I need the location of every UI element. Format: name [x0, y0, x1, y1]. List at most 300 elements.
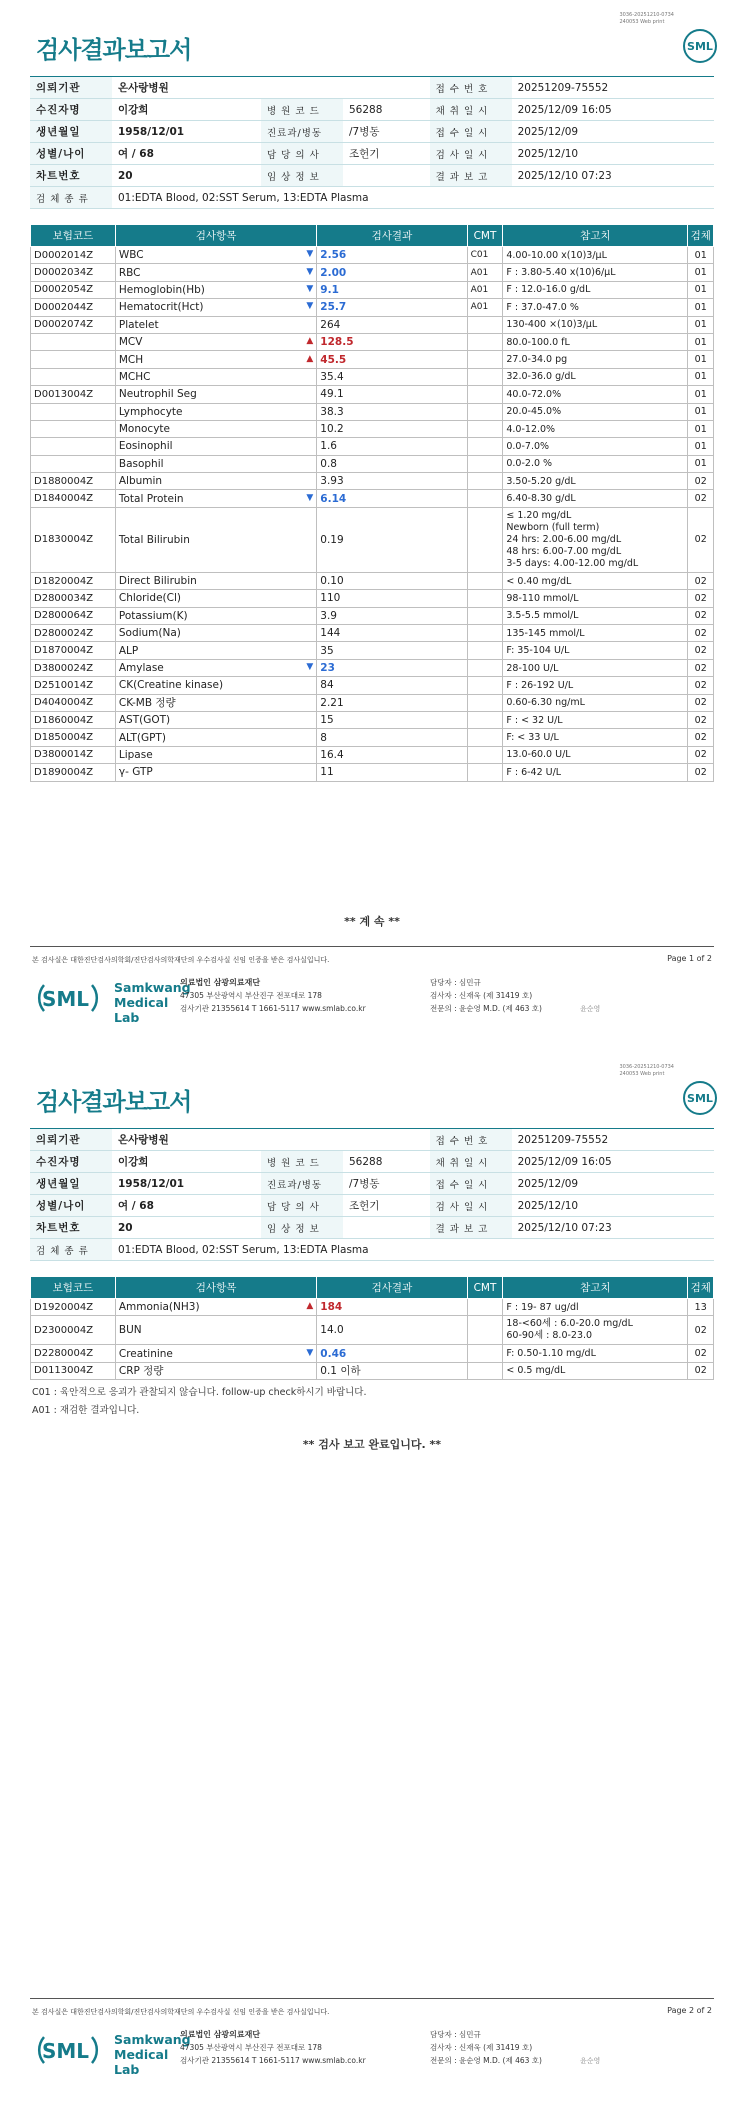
low-arrow-icon: ▼ — [306, 283, 314, 294]
table-row — [31, 299, 714, 316]
specimen-code: 02 — [688, 607, 714, 624]
col-result: 검사결과 — [317, 225, 467, 247]
comment-code: C01 — [467, 247, 503, 264]
insurance-code: D0002074Z — [31, 316, 116, 333]
patient-info-table: 의뢰기관 온사랑병원 접 수 번 호 20251209-75552 수진자명 이강희 병 원 코 드 56288 채 취 일 시 2025/12/09 16:05 생년월일 1958/12/01 진료과/병동 /7병동 접 수 일 시 2025/12/09 성별/나이 여 / 68 담 당 의 사 조헌기 검 사 일 시 2025/12/10 차트번호 20 임 상 정 보 결 과 보 고 2025/12/10 07:23 검 체 종 류 01:EDTA Blood, 02:SST Serum, 13:EDTA Plasma — [30, 1128, 714, 1261]
note-c01: C01 : 육안적으로 응괴가 관찰되지 않습니다. follow-up check하시기 바랍니다. — [32, 1387, 367, 1398]
reference-cell: F : < 32 U/L — [503, 711, 688, 728]
lab-results-table — [30, 1276, 714, 1380]
table-row — [31, 1299, 714, 1316]
comment-code — [467, 490, 503, 507]
reference-cell: 3.50-5.20 g/dL — [503, 473, 688, 490]
col-result: 검사결과 — [317, 1277, 467, 1299]
comment-code — [467, 386, 503, 403]
table-row — [31, 264, 714, 281]
insurance-code: D3800014Z — [31, 746, 116, 763]
samkwang-logo: SML Samkwang Medical Lab — [36, 2027, 166, 2075]
footer-divider — [30, 946, 714, 947]
test-result: 15 — [317, 711, 467, 728]
test-name: RBC — [118, 266, 141, 279]
test-name-cell — [115, 607, 316, 624]
test-result: 0.10 — [317, 572, 467, 589]
test-name: CK(Creatine kinase) — [118, 679, 224, 692]
specimen-code: 02 — [688, 1362, 714, 1379]
insurance-code: D1920004Z — [31, 1299, 116, 1316]
test-name-cell — [115, 677, 316, 694]
test-name-cell — [115, 572, 316, 589]
table-row — [31, 746, 714, 763]
footer-divider — [30, 1998, 714, 1999]
table-row — [31, 764, 714, 781]
test-result: 9.1 — [317, 281, 467, 298]
reference-cell: F : 12.0-16.0 g/dL — [503, 281, 688, 298]
specimen-code: 01 — [688, 403, 714, 420]
comment-code — [467, 316, 503, 333]
insurance-code — [31, 351, 116, 368]
test-result: 128.5 — [317, 333, 467, 350]
insurance-code: D1870004Z — [31, 642, 116, 659]
print-info: 3036-20251210-0734 240053 Web print — [619, 1064, 674, 1077]
table-row — [31, 507, 714, 572]
specimen-code: 02 — [688, 659, 714, 676]
specimen-code: 02 — [688, 490, 714, 507]
test-name-cell — [115, 473, 316, 490]
test-result: 45.5 — [317, 351, 467, 368]
comment-code: A01 — [467, 299, 503, 316]
test-name-cell — [115, 1362, 316, 1379]
high-arrow-icon: ▲ — [306, 1301, 314, 1312]
certification-text: 본 검사실은 대한진단검사의학회/진단검사의학재단의 우수검사실 신임 인증을 받은 검사실입니다. — [32, 956, 330, 964]
test-name: MCV — [118, 336, 143, 349]
comment-code — [467, 1316, 503, 1345]
reference-cell: F : 6-42 U/L — [503, 764, 688, 781]
institution-info: 의료법인 삼광의료재단 47305 부산광역시 부산진구 전포대로 178 검사기관 21355614 T 1661-5117 www.smlab.co.kr — [180, 2030, 366, 2065]
test-name: AST(GOT) — [118, 714, 171, 727]
reference-cell: 28-100 U/L — [503, 659, 688, 676]
comment-code — [467, 455, 503, 472]
comment-code — [467, 473, 503, 490]
insurance-code: D2800064Z — [31, 607, 116, 624]
svg-text:SML: SML — [687, 40, 713, 53]
test-result: 25.7 — [317, 299, 467, 316]
test-name-cell — [115, 659, 316, 676]
table-row — [31, 247, 714, 264]
specimen-code: 01 — [688, 333, 714, 350]
insurance-code: D0002034Z — [31, 264, 116, 281]
reference-cell: < 0.5 mg/dL — [503, 1362, 688, 1379]
test-name-cell — [115, 1316, 316, 1345]
svg-text:SML: SML — [687, 1092, 713, 1105]
sml-logo-icon — [682, 28, 718, 64]
comment-code — [467, 711, 503, 728]
print-info: 3036-20251210-0734 240053 Web print — [619, 12, 674, 25]
table-row — [31, 333, 714, 350]
test-name: Direct Bilirubin — [118, 575, 197, 588]
test-name-cell — [115, 590, 316, 607]
col-test: 검사항목 — [115, 1277, 316, 1299]
comment-code — [467, 438, 503, 455]
test-name: Platelet — [118, 318, 159, 331]
specimen-code: 13 — [688, 1299, 714, 1316]
comment-code — [467, 642, 503, 659]
test-name-cell — [115, 316, 316, 333]
specimen-code: 01 — [688, 438, 714, 455]
report-title: 검사결과보고서 — [36, 36, 192, 64]
reference-cell: F : 3.80-5.40 x(10)6/μL — [503, 264, 688, 281]
test-name-cell — [115, 625, 316, 642]
specimen-code: 01 — [688, 299, 714, 316]
test-name-cell — [115, 711, 316, 728]
test-name-cell — [115, 281, 316, 298]
test-name: Monocyte — [118, 423, 170, 436]
table-row — [31, 590, 714, 607]
report-complete-text: ** 검사 보고 완료입니다. ** — [302, 1438, 442, 1451]
comment-code — [467, 694, 503, 711]
specimen-code: 01 — [688, 351, 714, 368]
insurance-code: D1890004Z — [31, 764, 116, 781]
comment-code — [467, 572, 503, 589]
reference-cell: ≤ 1.20 mg/dL Newborn (full term) 24 hrs: 2.00-6.00 mg/dL 48 hrs: 6.00-7.00 mg/dL 3-5 days: 4.00-12.00 mg/dL — [503, 507, 688, 572]
specimen-code: 01 — [688, 455, 714, 472]
specimen-code: 01 — [688, 264, 714, 281]
insurance-code: D0113004Z — [31, 1362, 116, 1379]
table-row — [31, 711, 714, 728]
table-row — [31, 473, 714, 490]
test-name-cell — [115, 1299, 316, 1316]
test-name: Potassium(K) — [118, 609, 188, 622]
comment-code — [467, 368, 503, 385]
table-row — [31, 1316, 714, 1345]
reference-cell: 20.0-45.0% — [503, 403, 688, 420]
comment-code — [467, 677, 503, 694]
insurance-code: D1880004Z — [31, 473, 116, 490]
col-reference: 참고치 — [503, 225, 688, 247]
reference-cell: 98-110 mmol/L — [503, 590, 688, 607]
table-row — [31, 694, 714, 711]
low-arrow-icon: ▼ — [306, 301, 314, 312]
test-name-cell — [115, 247, 316, 264]
test-name: Total Bilirubin — [118, 533, 190, 546]
insurance-code: D1850004Z — [31, 729, 116, 746]
table-row — [31, 572, 714, 589]
report-title: 검사결과보고서 — [36, 1088, 192, 1116]
continued-text: ** 계 속 ** — [344, 915, 400, 928]
test-name-cell — [115, 642, 316, 659]
test-name: ALP — [118, 644, 139, 657]
specimen-code: 02 — [688, 473, 714, 490]
test-result: 16.4 — [317, 746, 467, 763]
col-test: 검사항목 — [115, 225, 316, 247]
test-result: 3.9 — [317, 607, 467, 624]
insurance-code: D2800024Z — [31, 625, 116, 642]
specimen-code: 02 — [688, 507, 714, 572]
table-row — [31, 607, 714, 624]
test-result: 110 — [317, 590, 467, 607]
certification-text: 본 검사실은 대한진단검사의학회/진단검사의학재단의 우수검사실 신임 인증을 받은 검사실입니다. — [32, 2008, 330, 2016]
col-reference: 참고치 — [503, 1277, 688, 1299]
col-cmt: CMT — [467, 1277, 503, 1299]
specimen-code: 02 — [688, 572, 714, 589]
comment-code — [467, 659, 503, 676]
table-row — [31, 403, 714, 420]
table-row — [31, 420, 714, 437]
test-name-cell — [115, 403, 316, 420]
test-name: Ammonia(NH3) — [118, 1301, 200, 1314]
test-result: 144 — [317, 625, 467, 642]
reference-cell: 3.5-5.5 mmol/L — [503, 607, 688, 624]
reference-cell: F : 26-192 U/L — [503, 677, 688, 694]
test-result: 2.56 — [317, 247, 467, 264]
test-name: γ- GTP — [118, 766, 153, 779]
insurance-code: D1860004Z — [31, 711, 116, 728]
reference-cell: 6.40-8.30 g/dL — [503, 490, 688, 507]
table-row — [31, 281, 714, 298]
test-name-cell — [115, 729, 316, 746]
specimen-code: 02 — [688, 677, 714, 694]
insurance-code: D1840004Z — [31, 490, 116, 507]
specimen-code: 02 — [688, 642, 714, 659]
test-name-cell — [115, 1345, 316, 1362]
test-name: Hematocrit(Hct) — [118, 301, 204, 314]
table-row — [31, 438, 714, 455]
svg-text:SML: SML — [42, 2039, 90, 2063]
table-row — [31, 625, 714, 642]
high-arrow-icon: ▲ — [306, 353, 314, 364]
specimen-code: 01 — [688, 247, 714, 264]
specimen-code: 02 — [688, 1316, 714, 1345]
patient-info-table: 의뢰기관 온사랑병원 접 수 번 호 20251209-75552 수진자명 이강희 병 원 코 드 56288 채 취 일 시 2025/12/09 16:05 생년월일 1958/12/01 진료과/병동 /7병동 접 수 일 시 2025/12/09 성별/나이 여 / 68 담 당 의 사 조헌기 검 사 일 시 2025/12/10 차트번호 20 임 상 정 보 결 과 보 고 2025/12/10 07:23 검 체 종 류 01:EDTA Blood, 02:SST Serum, 13:EDTA Plasma — [30, 76, 714, 209]
insurance-code: D2280004Z — [31, 1345, 116, 1362]
insurance-code: D1830004Z — [31, 507, 116, 572]
staff-info: 담당자 : 심민규 검사자 : 신재욱 (제 31419 호) 전문의 : 윤순영 M.D. (제 463 호) — [430, 2030, 542, 2065]
specimen-code: 01 — [688, 281, 714, 298]
specimen-code: 01 — [688, 316, 714, 333]
test-result: 38.3 — [317, 403, 467, 420]
test-result: 84 — [317, 677, 467, 694]
insurance-code — [31, 368, 116, 385]
reference-cell: F: 35-104 U/L — [503, 642, 688, 659]
test-name: Eosinophil — [118, 440, 173, 453]
table-row — [31, 1345, 714, 1362]
low-arrow-icon: ▼ — [306, 492, 314, 503]
test-result: 0.19 — [317, 507, 467, 572]
insurance-code: D2800034Z — [31, 590, 116, 607]
reference-cell: 40.0-72.0% — [503, 386, 688, 403]
test-result: 23 — [317, 659, 467, 676]
reference-cell: 13.0-60.0 U/L — [503, 746, 688, 763]
test-name: Hemoglobin(Hb) — [118, 283, 205, 296]
table-row — [31, 490, 714, 507]
test-result: 49.1 — [317, 386, 467, 403]
sml-brand-icon — [36, 2027, 112, 2073]
comment-code — [467, 590, 503, 607]
reference-cell: F : 19- 87 ug/dl — [503, 1299, 688, 1316]
reference-cell: 0.0-2.0 % — [503, 455, 688, 472]
test-name-cell — [115, 746, 316, 763]
comment-code — [467, 1299, 503, 1316]
insurance-code: D0002054Z — [31, 281, 116, 298]
comment-code — [467, 746, 503, 763]
low-arrow-icon: ▼ — [306, 662, 314, 672]
reference-cell: 80.0-100.0 fL — [503, 333, 688, 350]
insurance-code: D2300004Z — [31, 1316, 116, 1345]
specimen-code: 02 — [688, 694, 714, 711]
test-name-cell — [115, 299, 316, 316]
insurance-code: D0002044Z — [31, 299, 116, 316]
insurance-code — [31, 333, 116, 350]
specimen-code: 02 — [688, 1345, 714, 1362]
low-arrow-icon: ▼ — [306, 1347, 314, 1358]
test-result: 184 — [317, 1299, 467, 1316]
test-name: MCH — [118, 353, 144, 366]
insurance-code: D1820004Z — [31, 572, 116, 589]
test-result: 14.0 — [317, 1316, 467, 1345]
specimen-code: 02 — [688, 625, 714, 642]
reference-cell: 27.0-34.0 pg — [503, 351, 688, 368]
specimen-code: 01 — [688, 420, 714, 437]
test-name-cell — [115, 764, 316, 781]
specimen-code: 01 — [688, 386, 714, 403]
comment-code — [467, 607, 503, 624]
test-name: Basophil — [118, 457, 164, 470]
reference-cell: F: < 33 U/L — [503, 729, 688, 746]
reference-cell: 4.0-12.0% — [503, 420, 688, 437]
insurance-code: D0013004Z — [31, 386, 116, 403]
page-number: Page 1 of 2 — [667, 954, 712, 963]
test-name: Albumin — [118, 475, 163, 488]
test-name-cell — [115, 490, 316, 507]
specimen-code: 01 — [688, 368, 714, 385]
page-number: Page 2 of 2 — [667, 2006, 712, 2015]
signature: 윤순영 — [580, 2057, 601, 2065]
test-result: 264 — [317, 316, 467, 333]
test-name-cell — [115, 333, 316, 350]
col-specimen: 검체 — [688, 225, 714, 247]
table-row — [31, 1362, 714, 1379]
test-result: 0.1 이하 — [317, 1362, 467, 1379]
test-result: 2.00 — [317, 264, 467, 281]
sml-logo-icon — [682, 1080, 718, 1116]
lab-results-table — [30, 224, 714, 782]
table-row — [31, 386, 714, 403]
insurance-code: D4040004Z — [31, 694, 116, 711]
specimen-code: 02 — [688, 711, 714, 728]
table-row — [31, 368, 714, 385]
institution-info: 의료법인 삼광의료재단 47305 부산광역시 부산진구 전포대로 178 검사기관 21355614 T 1661-5117 www.smlab.co.kr — [180, 978, 366, 1013]
insurance-code: D0002014Z — [31, 247, 116, 264]
samkwang-logo: SML Samkwang Medical Lab — [36, 975, 166, 1023]
comment-code — [467, 764, 503, 781]
reference-cell: F : 37.0-47.0 % — [503, 299, 688, 316]
test-name: Neutrophil Seg — [118, 388, 197, 401]
test-result: 3.93 — [317, 473, 467, 490]
comment-code — [467, 333, 503, 350]
insurance-code — [31, 438, 116, 455]
test-name-cell — [115, 264, 316, 281]
comment-code — [467, 625, 503, 642]
test-result: 0.46 — [317, 1345, 467, 1362]
comment-code — [467, 351, 503, 368]
reference-cell: 4.00-10.00 x(10)3/μL — [503, 247, 688, 264]
col-cmt: CMT — [467, 225, 503, 247]
comment-code: A01 — [467, 281, 503, 298]
reference-cell: 32.0-36.0 g/dL — [503, 368, 688, 385]
reference-cell: 18-<60세 : 6.0-20.0 mg/dL 60-90세 : 8.0-23.0 — [503, 1316, 688, 1345]
comment-code — [467, 507, 503, 572]
comment-code — [467, 420, 503, 437]
test-name-cell — [115, 351, 316, 368]
test-name: Lymphocyte — [118, 405, 183, 418]
low-arrow-icon: ▼ — [306, 249, 314, 260]
comment-code — [467, 403, 503, 420]
test-name: BUN — [118, 1324, 142, 1337]
signature: 윤순영 — [580, 1005, 601, 1013]
test-result: 2.21 — [317, 694, 467, 711]
insurance-code: D2510014Z — [31, 677, 116, 694]
col-code: 보험코드 — [31, 1277, 116, 1299]
reference-cell: 0.60-6.30 ng/mL — [503, 694, 688, 711]
test-name-cell — [115, 694, 316, 711]
specimen-code: 02 — [688, 590, 714, 607]
table-row — [31, 642, 714, 659]
test-result: 10.2 — [317, 420, 467, 437]
svg-text:SML: SML — [42, 987, 90, 1011]
comment-code: A01 — [467, 264, 503, 281]
test-name: MCHC — [118, 370, 151, 383]
high-arrow-icon: ▲ — [306, 336, 314, 347]
test-name-cell — [115, 368, 316, 385]
test-name-cell — [115, 455, 316, 472]
col-code: 보험코드 — [31, 225, 116, 247]
specimen-code: 02 — [688, 729, 714, 746]
test-result: 1.6 — [317, 438, 467, 455]
staff-info: 담당자 : 심민규 검사자 : 신재욱 (제 31419 호) 전문의 : 윤순영 M.D. (제 463 호) — [430, 978, 542, 1013]
reference-cell: 135-145 mmol/L — [503, 625, 688, 642]
test-name: Amylase — [118, 662, 164, 674]
reference-cell: 130-400 ×(10)3/μL — [503, 316, 688, 333]
table-row — [31, 351, 714, 368]
comment-notes — [32, 1384, 367, 1420]
table-row — [31, 455, 714, 472]
table-row — [31, 729, 714, 746]
test-result: 35.4 — [317, 368, 467, 385]
insurance-code: D3800024Z — [31, 659, 116, 676]
reference-cell: 0.0-7.0% — [503, 438, 688, 455]
test-name: CK-MB 정량 — [118, 697, 176, 710]
col-specimen: 검체 — [688, 1277, 714, 1299]
test-name: CRP 정량 — [118, 1365, 164, 1378]
insurance-code — [31, 455, 116, 472]
test-name-cell — [115, 438, 316, 455]
test-result: 6.14 — [317, 490, 467, 507]
test-name: Creatinine — [118, 1347, 173, 1360]
comment-code — [467, 729, 503, 746]
reference-cell: < 0.40 mg/dL — [503, 572, 688, 589]
test-name: Chloride(Cl) — [118, 592, 181, 605]
test-name-cell — [115, 507, 316, 572]
report-page-2 — [0, 1052, 744, 2104]
table-row — [31, 677, 714, 694]
insurance-code — [31, 420, 116, 437]
comment-code — [467, 1362, 503, 1379]
test-name: ALT(GPT) — [118, 731, 166, 744]
insurance-code — [31, 403, 116, 420]
table-row — [31, 659, 714, 676]
specimen-code: 02 — [688, 764, 714, 781]
test-name: Total Protein — [118, 492, 184, 505]
test-name: Sodium(Na) — [118, 627, 181, 640]
test-name-cell — [115, 386, 316, 403]
